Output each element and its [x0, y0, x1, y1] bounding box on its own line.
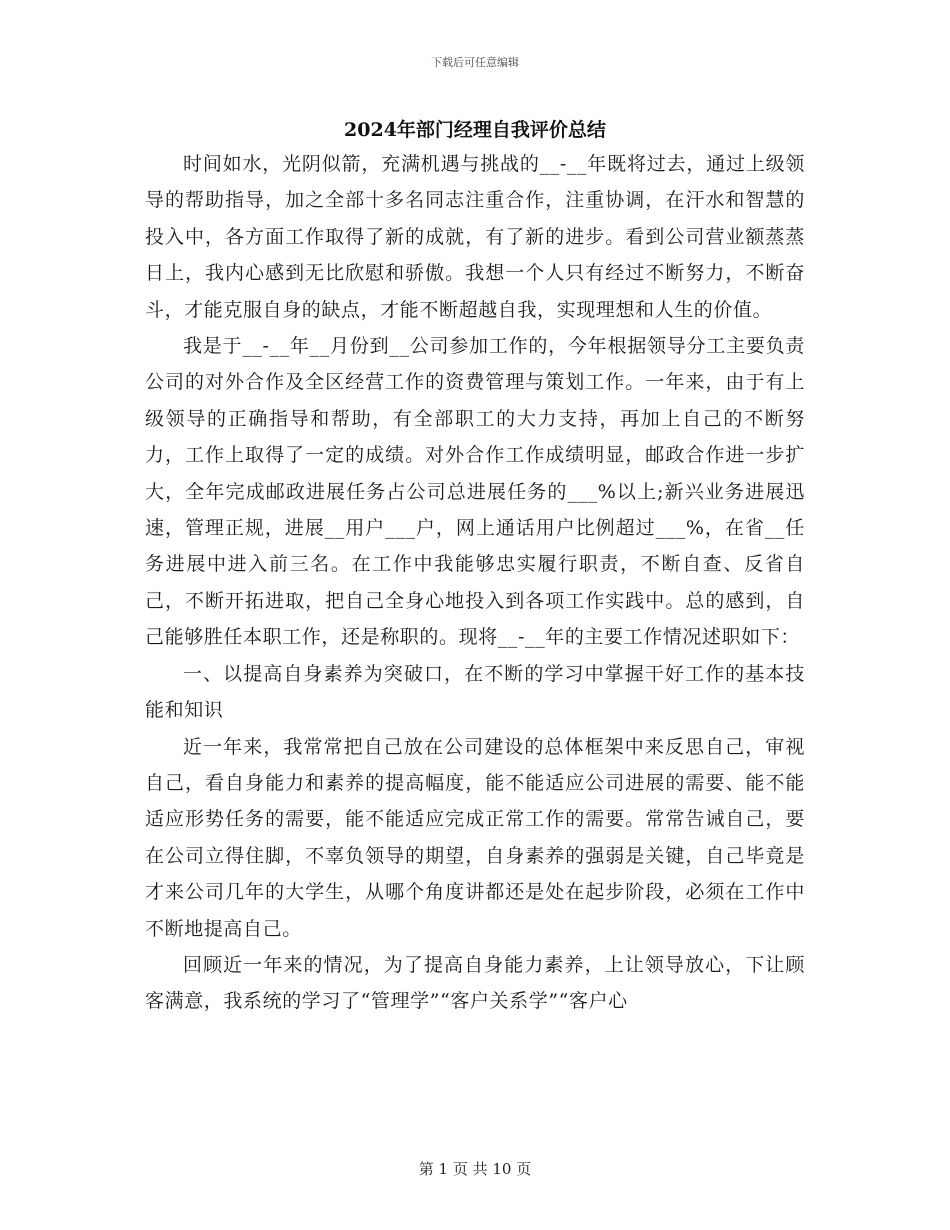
paragraph-self-reflection: 近一年来，我常常把自己放在公司建设的总体框架中来反思自己，审视自己，看自身能力和素养的提高幅度，能不能适应公司进展的需要、能不能适应形势任务的需要，能不能适应完成正常工作的需要。常常告诫自己，要在公司立得住脚，不辜负领导的期望，自身素养的强弱是关键，自己毕竟是才来公司几年的大学生，从哪个角度讲都还是处在起步阶段，必须在工作中不断地提高自己。	[145, 735, 805, 940]
section-heading-one: 一、以提高自身素养为突破口，在不断的学习中掌握干好工作的基本技能和知识	[145, 662, 805, 722]
paragraph-intro: 时间如水，光阴似箭，充满机遇与挑战的__-__年既将过去，通过上级领导的帮助指导，加之全部十多名同志注重合作，注重协调，在汗水和智慧的投入中，各方面工作取得了新的成就，有了新的进步。看到公司营业额蒸蒸日上，我内心感到无比欣慰和骄傲。我想一个人只有经过不断努力，不断奋斗，才能克服自身的缺点，才能不断超越自我，实现理想和人生的价值。	[145, 153, 805, 321]
document-title: 2024年部门经理自我评价总结	[344, 119, 606, 141]
paragraph-work-summary: 我是于__-__年__月份到__公司参加工作的，今年根据领导分工主要负责公司的对外合作及全区经营工作的资费管理与策划工作。一年来，由于有上级领导的正确指导和帮助，有全部职工的大力支持，再加上自己的不断努力，工作上取得了一定的成绩。对外合作工作成绩明显，邮政合作进一步扩大，全年完成邮政进展任务占公司总进展任务的___%以上;新兴业务进展迅速，管理正规，进展__用户___户，网上通话用户比例超过___%，在省__任务进展中进入前三名。在工作中我能够忠实履行职责，不断自查、反省自己，不断开拓进取，把自己全身心地投入到各项工作实践中。总的感到，自己能够胜任本职工作，还是称职的。现将__-__年的主要工作情况述职如下：	[145, 335, 805, 649]
document-body	[145, 146, 805, 1020]
page-number-footer: 第 1 页 共 10 页	[418, 1160, 532, 1178]
page-header-note: 下载后可任意编辑	[431, 56, 519, 69]
paragraph-learning: 回顾近一年来的情况，为了提高自身能力素养，上让领导放心，下让顾客满意，我系统的学习了“管理学”“客户关系学”“客户心	[145, 953, 805, 1013]
